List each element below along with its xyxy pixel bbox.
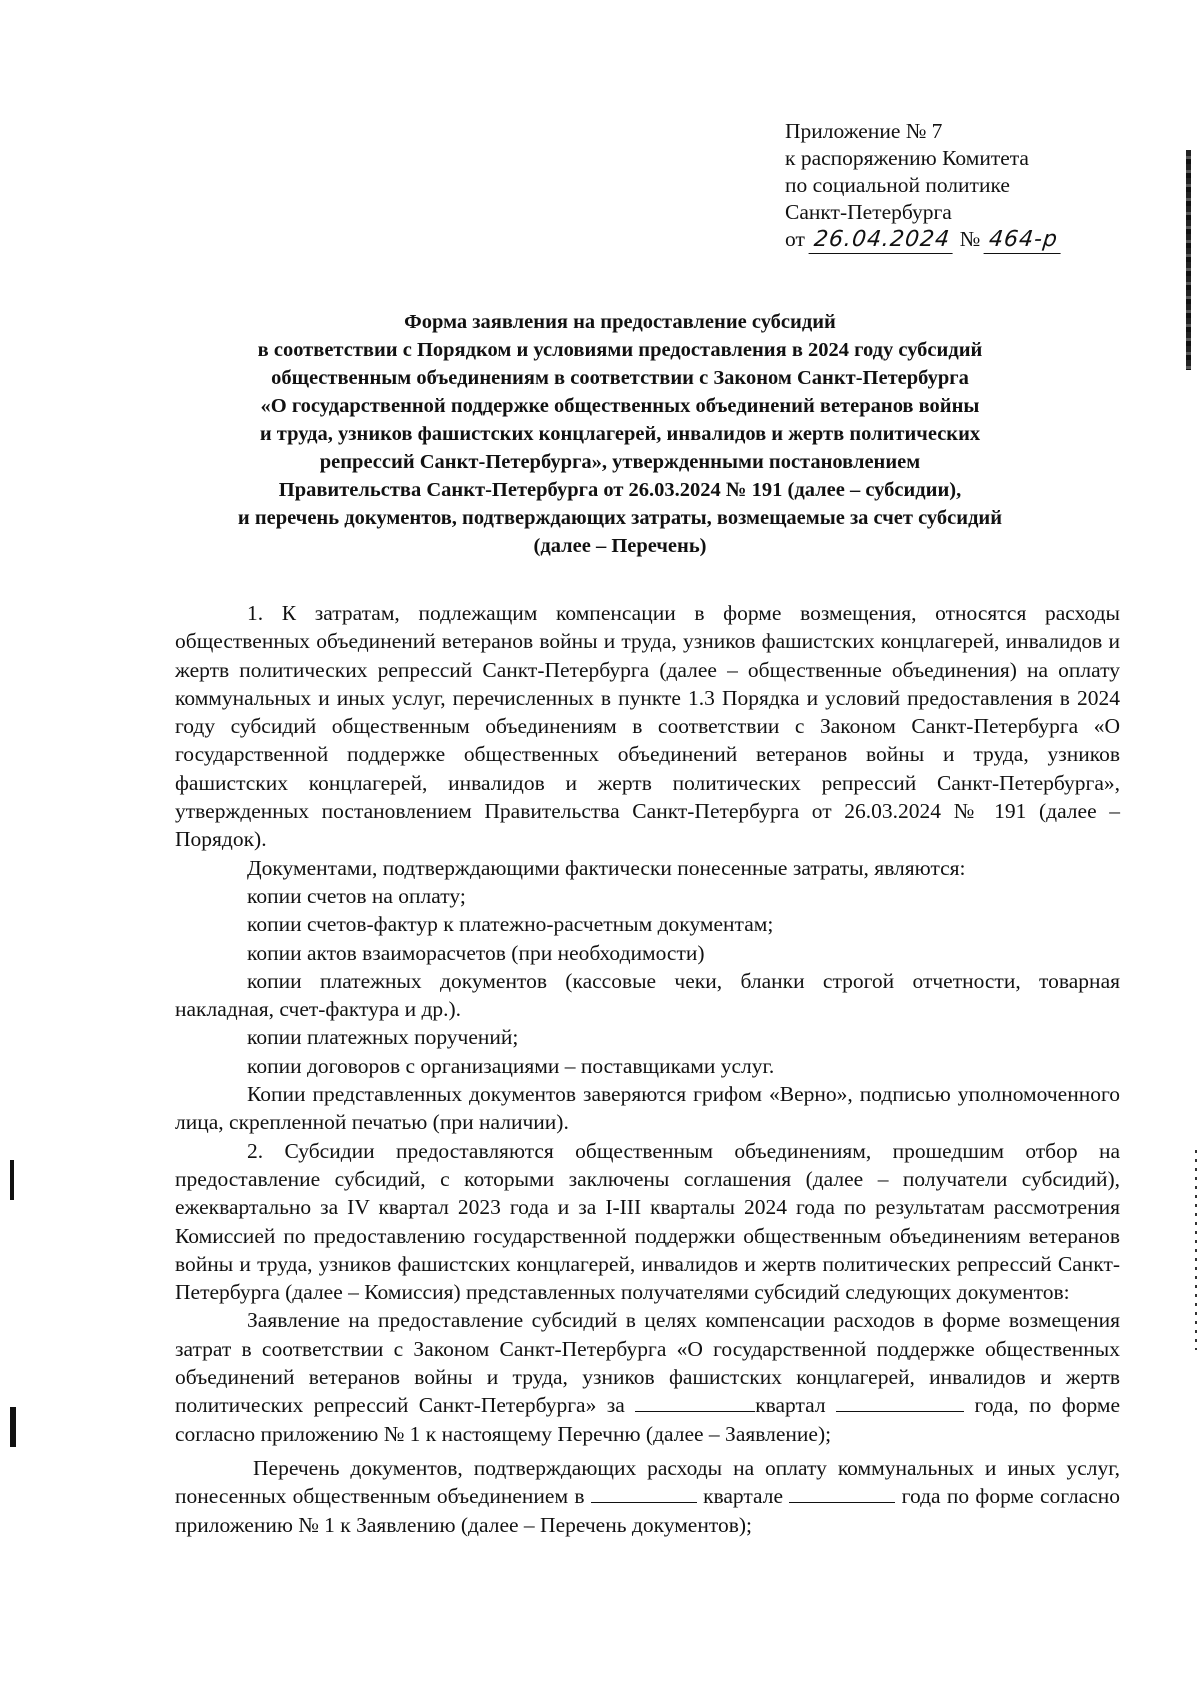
date-prefix: от (785, 227, 805, 251)
handwritten-number: 464-р (984, 226, 1064, 254)
appendix-line: к распоряжению Комитета (785, 146, 1029, 170)
title-line: Форма заявления на предоставление субсидий (404, 311, 836, 333)
appendix-header (785, 118, 1145, 254)
fill-in-blank (789, 1501, 895, 1503)
document-body (175, 599, 1120, 1539)
appendix-date-line (785, 226, 1145, 254)
title-line: репрессий Санкт-Петербурга», утвержденными постановлением (319, 451, 921, 473)
title-line: в соответствии с Порядком и условиями предоставления в 2024 году субсидий (257, 339, 983, 361)
scan-edge-mark (10, 1160, 14, 1200)
scan-edge-mark (10, 1407, 16, 1447)
text-run: года, по форме согласно приложению № 1 к настоящему Перечню (далее – Заявление); (175, 1393, 1121, 1446)
title-line: и труда, узников фашистских концлагерей, инвалидов и жертв политических (259, 423, 981, 445)
fill-in-blank (591, 1501, 697, 1503)
title-line: «О государственной поддержке общественных объединений ветеранов войны (260, 395, 980, 417)
number-prefix: № (959, 227, 981, 251)
fill-in-blank (635, 1410, 755, 1412)
scan-edge-mark (1186, 150, 1191, 370)
title-line: общественным объединениям в соответствии с Законом Санкт-Петербурга (271, 367, 969, 389)
scan-edge-mark (1195, 1150, 1197, 1350)
list-item: копии платежных документов (кассовые чеки, бланки строгой отчетности, товарная накладная, счет-фактура и др.). (175, 968, 1120, 1022)
paragraph: 2. Субсидии предоставляются общественным объединениям, прошедшим отбор на предоставление субсидий, с которыми заключены соглашения (далее – получатели субсидий), ежеквартально за IV квартал 2023 года и за I-III кварталы 2024 года по результатам рассмотрения Комиссией по предоставлению государственной поддержки общественным объединениям ветеранов войны и труда, узников фашистских концлагерей, инвалидов и жертв политических репрессий Санкт-Петербурга (далее – Комиссия) представленных получателями субсидий следующих документов: (175, 1138, 1120, 1305)
paragraph (175, 1454, 1120, 1539)
text-run: года по форме согласно приложению № 1 к Заявлению (далее – Перечень документов); (175, 1484, 1121, 1537)
text-run: квартал (755, 1393, 826, 1418)
text-run: Перечень документов, подтверждающих расходы на оплату коммунальных и иных услуг, понесенных общественным объединением в (175, 1455, 1120, 1509)
text-run: Заявление на предоставление субсидий в целях компенсации расходов в форме возмещения затрат в соответствии с Законом Санкт-Петербурга «О государственной поддержке общественных объединений ветеранов войны и труда, узников фашистских концлагерей, инвалидов и жертв политических репрессий Санкт-Петербурга» за (175, 1308, 1120, 1418)
title-line: (далее – Перечень) (533, 535, 707, 557)
paragraph (175, 1306, 1120, 1447)
appendix-line: Приложение № 7 (785, 119, 943, 143)
list-item: копии договоров с организациями – поставщиками услуг. (247, 1053, 775, 1078)
handwritten-date: 26.04.2024 (809, 226, 956, 254)
text-run: квартале (703, 1484, 784, 1509)
list-item: копии актов взаиморасчетов (при необходимости) (247, 940, 705, 965)
paragraph: 1. К затратам, подлежащим компенсации в форме возмещения, относятся расходы общественных объединений ветеранов войны и труда, узников фашистских концлагерей, инвалидов и жертв политических репрессий Санкт-Петербурга (далее – общественные объединения) на оплату коммунальных и иных услуг, перечисленных в пункте 1.3 Порядка и условий предоставления в 2024 году субсидий общественным объединениям в соответствии с Законом Санкт-Петербурга «О государственной поддержке общественных объединений ветеранов войны и труда, узников фашистских концлагерей, инвалидов и жертв политических репрессий Санкт-Петербурга», утвержденных постановлением Правительства Санкт-Петербурга от 26.03.2024 № 191 (далее – Порядок). (175, 601, 1120, 852)
list-item: копии платежных поручений; (247, 1025, 519, 1050)
list-item: копии счетов-фактур к платежно-расчетным документам; (247, 912, 774, 937)
document-title (150, 308, 1090, 560)
appendix-line: по социальной политике (785, 173, 1010, 197)
paragraph: Документами, подтверждающими фактически понесенные затраты, являются: (247, 855, 966, 880)
title-line: и перечень документов, подтверждающих затраты, возмещаемые за счет субсидий (237, 507, 1003, 529)
list-item: копии счетов на оплату; (247, 883, 466, 908)
appendix-line: Санкт-Петербурга (785, 200, 952, 224)
paragraph: Копии представленных документов заверяются грифом «Верно», подписью уполномоченного лица, скрепленной печатью (при наличии). (175, 1082, 1120, 1135)
title-line: Правительства Санкт-Петербурга от 26.03.2024 № 191 (далее – субсидии), (278, 479, 962, 501)
fill-in-blank (836, 1410, 964, 1412)
